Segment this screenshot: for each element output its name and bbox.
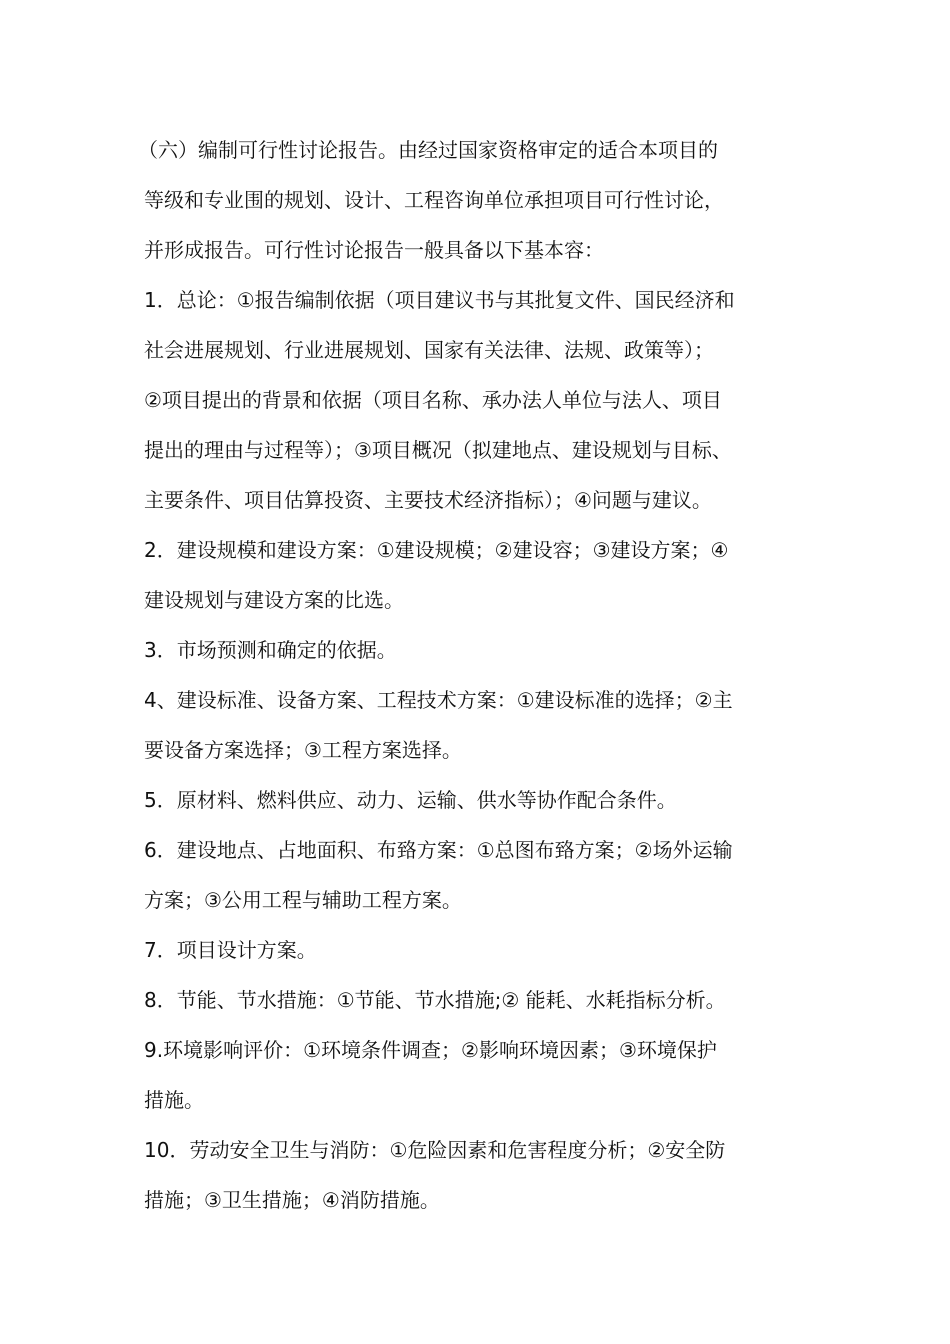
text-line: 5．原材料、燃料供应、动力、运输、供水等协作配合条件。 (144, 788, 677, 812)
text-line: 方案；③公用工程与辅助工程方案。 (144, 888, 462, 912)
text-line: 3．市场预测和确定的依据。 (144, 638, 397, 662)
text-line: 建设规划与建设方案的比选。 (144, 588, 404, 612)
text-line: 10．劳动安全卫生与消防：①危险因素和危害程度分析；②安全防 (144, 1138, 726, 1162)
text-line: 社会进展规划、行业进展规划、国家有关法律、法规、政策等）； (144, 338, 714, 362)
text-line: 主要条件、项目估算投资、主要技术经济指标）；④问题与建议。 (144, 488, 712, 512)
text-line: 要设备方案选择；③工程方案选择。 (144, 738, 462, 762)
text-line: 4、建设标准、设备方案、工程技术方案：①建设标准的选择；②主 (144, 688, 733, 712)
text-line: ②项目提出的背景和依据（项目名称、承办法人单位与法人、项目 (144, 388, 722, 412)
text-line: 措施；③卫生措施；④消防措施。 (144, 1188, 440, 1212)
text-line: 6．建设地点、占地面积、布臵方案：①总图布臵方案；②场外运输 (144, 838, 733, 862)
text-line: 8．节能、节水措施：①节能、节水措施;② 能耗、水耗指标分析。 (144, 988, 726, 1012)
text-line: 并形成报告。可行性讨论报告一般具备以下基本容： (144, 238, 604, 262)
document-body (138, 125, 824, 1225)
text-line: 2．建设规模和建设方案：①建设规模；②建设容；③建设方案；④ (144, 538, 729, 562)
text-line: 9.环境影响评价：①环境条件调查；②影响环境因素；③环境保护 (144, 1038, 717, 1062)
text-line: 提出的理由与过程等）；③项目概况（拟建地点、建设规划与目标、 (144, 438, 732, 462)
text-line: 1．总论：①报告编制依据（项目建议书与其批复文件、国民经济和 (144, 288, 735, 312)
text-line: 7．项目设计方案。 (144, 938, 317, 962)
text-line: （六）编制可行性讨论报告。由经过国家资格审定的适合本项目的 (138, 138, 718, 162)
text-line: 等级和专业围的规划、设计、工程咨询单位承担项目可行性讨论， (144, 188, 724, 212)
text-line: 措施。 (144, 1088, 204, 1112)
